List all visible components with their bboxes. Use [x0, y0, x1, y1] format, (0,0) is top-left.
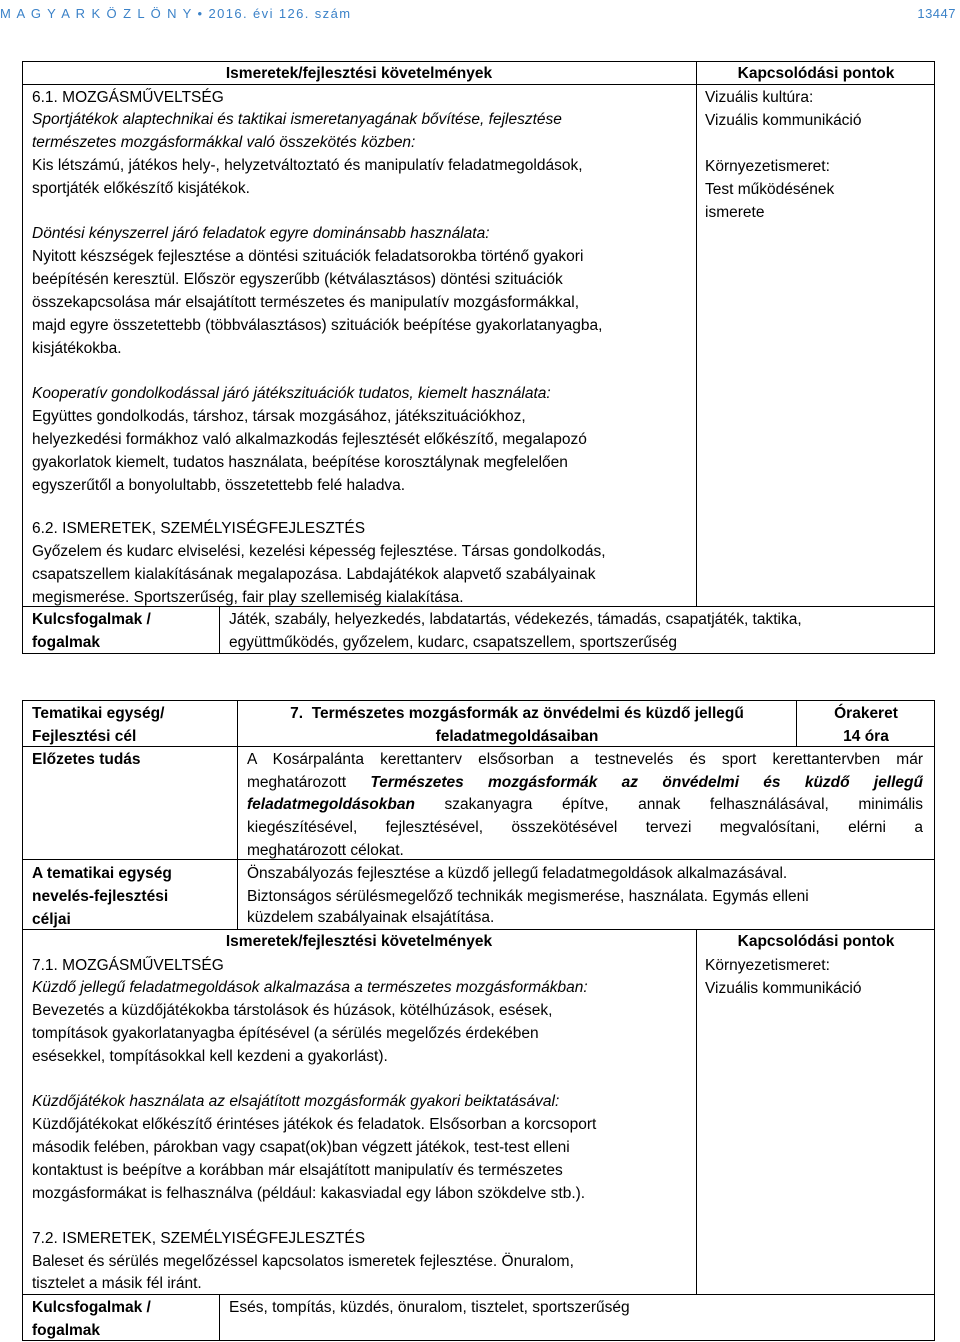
key-concepts-label: Kulcsfogalmak / [32, 1299, 151, 1316]
link-item: ismerete [705, 204, 765, 221]
hours-value: 14 óra [843, 728, 889, 745]
page-number: 13447 [917, 6, 956, 21]
link-item: Környezetismeret: [705, 158, 830, 175]
body-text: csapatszellem kialakításának megalapozása. Labdajátékok alapvető szabályainak [32, 566, 596, 583]
prior-knowledge-line: meghatározott Természetes mozgásformák az önvédelmi és küzdő jellegű [247, 774, 923, 791]
table2-col-req-header: Ismeretek/fejlesztési követelmények [225, 933, 493, 950]
body-text: második felében, párokban vagy csapat(ok)ban végzett játékok, test-test elleni [32, 1139, 570, 1156]
body-text: helyezkedési formákhoz való alkalmazkodás fejlesztését előkészítő, megalapozó [32, 431, 587, 448]
key-concepts-text: Játék, szabály, helyezkedés, labdatartás, védekezés, támadás, csapatjáték, taktika, [229, 611, 802, 628]
body-text: mozgásformákat is felhasználva (például: kakasviadal egy lábon szökdelve stb.). [32, 1185, 586, 1202]
subheading-italic: Sportjátékok alaptechnikai és taktikai ismeretanyagának bővítése, fejlesztése [32, 111, 562, 128]
key-concepts-text: együttműködés, győzelem, kudarc, csapatszellem, sportszerűség [229, 634, 677, 651]
body-text: tompítások gyakorlatanyagba építésével (a sérülés megelőzés érdekében [32, 1025, 539, 1042]
goals-text: Önszabályozás fejlesztése a küzdő jellegű feladatmegoldások alkalmazásával. [247, 865, 788, 882]
section-title: 6.1. MOZGÁSMŰVELTSÉG [32, 89, 224, 106]
key-concepts-label: Kulcsfogalmak / [32, 611, 151, 628]
emphasis-text: feladatmegoldásokban [247, 796, 415, 813]
unit-label: Tematikai egység/ [32, 705, 165, 722]
key-concepts-label: fogalmak [32, 1322, 101, 1339]
prior-knowledge-line: feladatmegoldásokban szakanyagra építve, annak felhasználásával, minimális [247, 796, 923, 813]
hours-label: Órakeret [834, 705, 898, 722]
subheading-italic: Kooperatív gondolkodással járó játékszituációk tudatos, kiemelt használata: [32, 385, 551, 402]
prior-knowledge-line: meghatározott célokat. [247, 842, 404, 859]
emphasis-text: Természetes mozgásformák az önvédelmi és küzdő jellegű [370, 774, 923, 791]
link-item: Test működésének [705, 181, 835, 198]
subheading-italic: természetes mozgásformákkal való összekötés közben: [32, 134, 416, 151]
table2-column-divider [696, 929, 697, 1294]
body-text: megismerése. Sportszerűség, fair play szellemiség kialakítása. [32, 589, 464, 606]
goals-label: A tematikai egység [32, 865, 172, 882]
running-header [0, 2, 960, 24]
body-text: tisztelet a másik fél iránt. [32, 1275, 202, 1292]
section-title: 6.2. ISMERETEK, SZEMÉLYISÉGFEJLESZTÉS [32, 520, 366, 537]
goals-label: céljai [32, 911, 71, 928]
subheading-italic: Küzdő jellegű feladatmegoldások alkalmazása a természetes mozgásformákban: [32, 979, 588, 996]
unit-label: Fejlesztési cél [32, 728, 137, 745]
unit-title: 7. Természetes mozgásformák az önvédelmi és küzdő jellegű [290, 705, 744, 722]
goals-label: nevelés-fejlesztési [32, 888, 169, 905]
section-title: 7.2. ISMERETEK, SZEMÉLYISÉGFEJLESZTÉS [32, 1230, 366, 1247]
link-item: Vizuális kommunikáció [705, 112, 862, 129]
body-text: Nyitott készségek fejlesztése a döntési szituációk feladatsorokba történő gyakori [32, 248, 584, 265]
unit-title: feladatmegoldásaiban [435, 728, 599, 745]
link-item: Vizuális kultúra: [705, 89, 814, 106]
table2-col-links-header: Kapcsolódási pontok [737, 933, 895, 950]
body-text: Baleset és sérülés megelőzéssel kapcsolatos ismeretek fejlesztése. Önuralom, [32, 1253, 574, 1270]
body-text: egyszerűtől a bonyolultabb, összetettebb felé haladva. [32, 477, 406, 494]
table1-key-divider [219, 606, 220, 654]
key-concepts-text: Esés, tompítás, küzdés, önuralom, tisztelet, sportszerűség [229, 1299, 630, 1316]
body-text: Együttes gondolkodás, társhoz, társak mozgásához, játékszituációkhoz, [32, 408, 526, 425]
body-text: gyakorlatok kiemelt, tudatos használata, beépítése korosztálynak megfelelően [32, 454, 568, 471]
table1-column-divider [696, 61, 697, 607]
goals-text: Biztonságos sérülésmegelőző technikák megismerése, használata. Egymás elleni [247, 888, 809, 905]
body-text: kisjátékokba. [32, 340, 122, 357]
body-text: Kis létszámú, játékos hely-, helyzetváltoztató és manipulatív feladatmegoldások, [32, 157, 583, 174]
table1-col-req-header: Ismeretek/fejlesztési követelmények [225, 65, 493, 82]
key-concepts-label: fogalmak [32, 634, 101, 651]
body-text: kontaktust is beépítve a korábban már elsajátított manipulatív és természetes [32, 1162, 563, 1179]
link-item: Környezetismeret: [705, 957, 830, 974]
body-text: összekapcsolása már elsajátított természetes és manipulatív mozgásformákkal, [32, 294, 580, 311]
body-text: Győzelem és kudarc elviselési, kezelési képesség fejlesztése. Társas gondolkodás, [32, 543, 606, 560]
prior-knowledge-line: kiegészítésével, fejlesztésével, összekötésével tervezi megvalósítani, elérni a [247, 819, 923, 836]
body-text: Küzdőjátékokat előkészítő érintéses játékok és feladatok. Elsősorban a korcsoport [32, 1116, 597, 1133]
table2-key-divider [219, 1294, 220, 1341]
link-item: Vizuális kommunikáció [705, 980, 862, 997]
body-text: sportjáték előkészítő kisjátékok. [32, 180, 250, 197]
body-text: majd egyre összetettebb (többválasztásos) szituációk beépítése gyakorlatanyagba, [32, 317, 603, 334]
prior-knowledge-label: Előzetes tudás [32, 751, 141, 768]
goals-text: küzdelem szabályainak elsajátítása. [247, 909, 495, 926]
section-title: 7.1. MOZGÁSMŰVELTSÉG [32, 957, 224, 974]
subheading-italic: Döntési kényszerrel járó feladatok egyre dominánsabb használata: [32, 225, 490, 242]
table1-col-links-header: Kapcsolódási pontok [737, 65, 895, 82]
body-text: esésekkel, tompításokkal kell kezdeni a gyakorlást). [32, 1048, 388, 1065]
prior-knowledge-line: A Kosárpalánta kerettanterv elsősorban a testnevelés és sport kerettantervben már [247, 751, 923, 768]
body-text: beépítésén keresztül. Először egyszerűbb (kétválasztásos) döntési szituációk [32, 271, 563, 288]
subheading-italic: Küzdőjátékok használata az elsajátított mozgásformák gyakori beiktatásával: [32, 1093, 560, 1110]
gazette-title: M A G Y A R K Ö Z L Ö N Y • 2016. évi 126. szám [0, 6, 352, 21]
body-text: Bevezetés a küzdőjátékokba társtolások és húzások, kötélhúzások, esések, [32, 1002, 553, 1019]
